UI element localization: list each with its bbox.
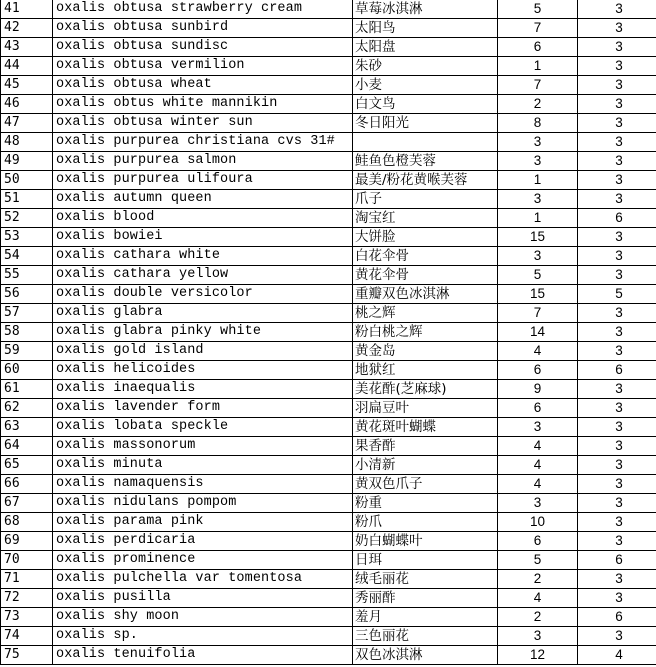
table-row	[1, 209, 656, 228]
quantity-cell[interactable]: 2	[498, 570, 578, 589]
latin-name-cell[interactable]: oxalis purpurea ulifoura	[53, 171, 353, 190]
table-row	[1, 494, 656, 513]
chinese-name-cell[interactable]: 重瓣双色冰淇淋	[353, 285, 498, 304]
table-row	[1, 228, 656, 247]
row-number-cell[interactable]: 63	[1, 418, 53, 437]
chinese-name-cell[interactable]: 地狱红	[353, 361, 498, 380]
latin-name-cell[interactable]: oxalis prominence	[53, 551, 353, 570]
table-row	[1, 456, 656, 475]
quantity-cell[interactable]: 3	[498, 133, 578, 152]
latin-name-cell[interactable]: oxalis nidulans pompom	[53, 494, 353, 513]
row-number-cell[interactable]: 59	[1, 342, 53, 361]
chinese-name-cell[interactable]: 太阳盘	[353, 38, 498, 57]
latin-name-cell[interactable]: oxalis parama pink	[53, 513, 353, 532]
latin-name-cell[interactable]: oxalis double versicolor	[53, 285, 353, 304]
table-row	[1, 418, 656, 437]
value-cell[interactable]: 3	[578, 247, 656, 266]
value-cell[interactable]: 3	[578, 38, 656, 57]
value-cell[interactable]: 3	[578, 627, 656, 646]
row-number-cell[interactable]: 52	[1, 209, 53, 228]
table-row	[1, 247, 656, 266]
chinese-name-cell[interactable]: 白文鸟	[353, 95, 498, 114]
row-number-cell[interactable]: 51	[1, 190, 53, 209]
table-row	[1, 342, 656, 361]
table-row	[1, 114, 656, 133]
table-row	[1, 190, 656, 209]
latin-name-cell[interactable]: oxalis cathara white	[53, 247, 353, 266]
chinese-name-cell[interactable]: 双色冰淇淋	[353, 646, 498, 665]
chinese-name-cell[interactable]: 黄花伞骨	[353, 266, 498, 285]
table-row	[1, 513, 656, 532]
latin-name-cell[interactable]: oxalis bowiei	[53, 228, 353, 247]
chinese-name-cell[interactable]: 黄花斑叶蝴蝶	[353, 418, 498, 437]
quantity-cell[interactable]: 5	[498, 551, 578, 570]
table-row	[1, 646, 656, 665]
value-cell[interactable]: 3	[578, 570, 656, 589]
quantity-cell[interactable]: 12	[498, 646, 578, 665]
row-number-cell[interactable]: 75	[1, 646, 53, 665]
value-cell[interactable]: 3	[578, 456, 656, 475]
row-number-cell[interactable]: 47	[1, 114, 53, 133]
value-cell[interactable]: 6	[578, 361, 656, 380]
quantity-cell[interactable]: 1	[498, 57, 578, 76]
latin-name-cell[interactable]: oxalis blood	[53, 209, 353, 228]
table-row	[1, 304, 656, 323]
latin-name-cell[interactable]: oxalis purpurea christiana cvs 31#	[53, 133, 353, 152]
chinese-name-cell[interactable]: 桃之辉	[353, 304, 498, 323]
row-number-cell[interactable]: 71	[1, 570, 53, 589]
quantity-cell[interactable]: 3	[498, 494, 578, 513]
latin-name-cell[interactable]: oxalis glabra	[53, 304, 353, 323]
table-row	[1, 76, 656, 95]
quantity-cell[interactable]: 3	[498, 627, 578, 646]
quantity-cell[interactable]: 14	[498, 323, 578, 342]
chinese-name-cell[interactable]: 白花伞骨	[353, 247, 498, 266]
chinese-name-cell[interactable]: 小麦	[353, 76, 498, 95]
latin-name-cell[interactable]: oxalis massonorum	[53, 437, 353, 456]
chinese-name-cell[interactable]: 果香酢	[353, 437, 498, 456]
table-row	[1, 38, 656, 57]
latin-name-cell[interactable]: oxalis perdicaria	[53, 532, 353, 551]
table-row	[1, 57, 656, 76]
value-cell[interactable]: 3	[578, 513, 656, 532]
quantity-cell[interactable]: 10	[498, 513, 578, 532]
table-row	[1, 570, 656, 589]
row-number-cell[interactable]: 73	[1, 608, 53, 627]
latin-name-cell[interactable]: oxalis inaequalis	[53, 380, 353, 399]
row-number-cell[interactable]: 68	[1, 513, 53, 532]
chinese-name-cell[interactable]: 最美/粉花黄喉芙蓉	[353, 171, 498, 190]
value-cell[interactable]: 3	[578, 399, 656, 418]
chinese-name-cell[interactable]: 粉爪	[353, 513, 498, 532]
table-row	[1, 437, 656, 456]
table-row	[1, 608, 656, 627]
value-cell[interactable]: 3	[578, 76, 656, 95]
quantity-cell[interactable]: 1	[498, 171, 578, 190]
latin-name-cell[interactable]: oxalis glabra pinky white	[53, 323, 353, 342]
chinese-name-cell[interactable]: 爪子	[353, 190, 498, 209]
chinese-name-cell[interactable]: 羞月	[353, 608, 498, 627]
value-cell[interactable]: 3	[578, 171, 656, 190]
row-number-cell[interactable]: 57	[1, 304, 53, 323]
latin-name-cell[interactable]: oxalis helicoides	[53, 361, 353, 380]
quantity-cell[interactable]: 2	[498, 608, 578, 627]
row-number-cell[interactable]: 60	[1, 361, 53, 380]
chinese-name-cell[interactable]	[353, 133, 498, 152]
latin-name-cell[interactable]: oxalis namaquensis	[53, 475, 353, 494]
value-cell[interactable]: 6	[578, 209, 656, 228]
table-row	[1, 532, 656, 551]
value-cell[interactable]: 6	[578, 608, 656, 627]
value-cell[interactable]: 3	[578, 152, 656, 171]
quantity-cell[interactable]: 7	[498, 76, 578, 95]
row-number-cell[interactable]: 54	[1, 247, 53, 266]
value-cell[interactable]: 3	[578, 494, 656, 513]
value-cell[interactable]: 5	[578, 285, 656, 304]
quantity-cell[interactable]: 15	[498, 285, 578, 304]
chinese-name-cell[interactable]: 太阳鸟	[353, 19, 498, 38]
value-cell[interactable]: 3	[578, 437, 656, 456]
latin-name-cell[interactable]: oxalis cathara yellow	[53, 266, 353, 285]
table-row	[1, 361, 656, 380]
row-number-cell[interactable]: 66	[1, 475, 53, 494]
table-row	[1, 399, 656, 418]
chinese-name-cell[interactable]: 秀丽酢	[353, 589, 498, 608]
row-number-cell[interactable]: 49	[1, 152, 53, 171]
quantity-cell[interactable]: 5	[498, 266, 578, 285]
chinese-name-cell[interactable]: 绒毛丽花	[353, 570, 498, 589]
row-number-cell[interactable]: 53	[1, 228, 53, 247]
quantity-cell[interactable]: 3	[498, 190, 578, 209]
row-number-cell[interactable]: 65	[1, 456, 53, 475]
table-row	[1, 266, 656, 285]
latin-name-cell[interactable]: oxalis minuta	[53, 456, 353, 475]
row-number-cell[interactable]: 74	[1, 627, 53, 646]
latin-name-cell[interactable]: oxalis purpurea salmon	[53, 152, 353, 171]
chinese-name-cell[interactable]: 日珥	[353, 551, 498, 570]
row-number-cell[interactable]: 64	[1, 437, 53, 456]
table-row	[1, 133, 656, 152]
row-number-cell[interactable]: 70	[1, 551, 53, 570]
chinese-name-cell[interactable]: 小清新	[353, 456, 498, 475]
latin-name-cell[interactable]: oxalis obtusa winter sun	[53, 114, 353, 133]
table-row	[1, 285, 656, 304]
quantity-cell[interactable]: 6	[498, 532, 578, 551]
table-row	[1, 152, 656, 171]
table-row	[1, 19, 656, 38]
table-row	[1, 95, 656, 114]
row-number-cell[interactable]: 55	[1, 266, 53, 285]
row-number-cell[interactable]: 42	[1, 19, 53, 38]
quantity-cell[interactable]: 7	[498, 19, 578, 38]
value-cell[interactable]: 3	[578, 228, 656, 247]
value-cell[interactable]: 3	[578, 532, 656, 551]
quantity-cell[interactable]: 4	[498, 589, 578, 608]
quantity-cell[interactable]: 15	[498, 228, 578, 247]
value-cell[interactable]: 3	[578, 342, 656, 361]
quantity-cell[interactable]: 9	[498, 380, 578, 399]
latin-name-cell[interactable]: oxalis gold island	[53, 342, 353, 361]
chinese-name-cell[interactable]: 奶白蝴蝶叶	[353, 532, 498, 551]
row-number-cell[interactable]: 48	[1, 133, 53, 152]
value-cell[interactable]: 3	[578, 133, 656, 152]
value-cell[interactable]: 3	[578, 266, 656, 285]
chinese-name-cell[interactable]: 冬日阳光	[353, 114, 498, 133]
row-number-cell[interactable]: 46	[1, 95, 53, 114]
value-cell[interactable]: 3	[578, 380, 656, 399]
value-cell[interactable]: 3	[578, 190, 656, 209]
quantity-cell[interactable]: 5	[498, 0, 578, 19]
row-number-cell[interactable]: 67	[1, 494, 53, 513]
latin-name-cell[interactable]: oxalis obtusa wheat	[53, 76, 353, 95]
quantity-cell[interactable]: 6	[498, 38, 578, 57]
latin-name-cell[interactable]: oxalis autumn queen	[53, 190, 353, 209]
value-cell[interactable]: 3	[578, 114, 656, 133]
value-cell[interactable]: 3	[578, 589, 656, 608]
row-number-cell[interactable]: 43	[1, 38, 53, 57]
row-number-cell[interactable]: 41	[1, 0, 53, 19]
quantity-cell[interactable]: 7	[498, 304, 578, 323]
value-cell[interactable]: 3	[578, 475, 656, 494]
latin-name-cell[interactable]: oxalis obtusa sunbird	[53, 19, 353, 38]
table-row	[1, 380, 656, 399]
quantity-cell[interactable]: 4	[498, 342, 578, 361]
row-number-cell[interactable]: 50	[1, 171, 53, 190]
chinese-name-cell[interactable]: 粉重	[353, 494, 498, 513]
latin-name-cell[interactable]: oxalis lobata speckle	[53, 418, 353, 437]
quantity-cell[interactable]: 8	[498, 114, 578, 133]
row-number-cell[interactable]: 61	[1, 380, 53, 399]
row-number-cell[interactable]: 56	[1, 285, 53, 304]
value-cell[interactable]: 3	[578, 0, 656, 19]
latin-name-cell[interactable]: oxalis obtusa vermilion	[53, 57, 353, 76]
latin-name-cell[interactable]: oxalis obtus white mannikin	[53, 95, 353, 114]
quantity-cell[interactable]: 2	[498, 95, 578, 114]
value-cell[interactable]: 3	[578, 323, 656, 342]
table-row	[1, 171, 656, 190]
chinese-name-cell[interactable]: 黄双色爪子	[353, 475, 498, 494]
latin-name-cell[interactable]: oxalis obtusa sundisc	[53, 38, 353, 57]
table-row	[1, 475, 656, 494]
quantity-cell[interactable]: 1	[498, 209, 578, 228]
quantity-cell[interactable]: 4	[498, 475, 578, 494]
latin-name-cell[interactable]: oxalis shy moon	[53, 608, 353, 627]
quantity-cell[interactable]: 6	[498, 361, 578, 380]
chinese-name-cell[interactable]: 黄金岛	[353, 342, 498, 361]
value-cell[interactable]: 6	[578, 551, 656, 570]
table-row	[1, 323, 656, 342]
table-body	[1, 0, 656, 665]
chinese-name-cell[interactable]: 粉白桃之辉	[353, 323, 498, 342]
row-number-cell[interactable]: 58	[1, 323, 53, 342]
chinese-name-cell[interactable]: 大饼脸	[353, 228, 498, 247]
chinese-name-cell[interactable]: 草莓冰淇淋	[353, 0, 498, 19]
quantity-cell[interactable]: 3	[498, 152, 578, 171]
chinese-name-cell[interactable]: 羽扁豆叶	[353, 399, 498, 418]
table-row	[1, 627, 656, 646]
quantity-cell[interactable]: 3	[498, 418, 578, 437]
latin-name-cell[interactable]: oxalis pulchella var tomentosa	[53, 570, 353, 589]
value-cell[interactable]: 4	[578, 646, 656, 665]
row-number-cell[interactable]: 69	[1, 532, 53, 551]
chinese-name-cell[interactable]: 朱砂	[353, 57, 498, 76]
chinese-name-cell[interactable]: 美花酢(芝麻球)	[353, 380, 498, 399]
row-number-cell[interactable]: 62	[1, 399, 53, 418]
table-row	[1, 551, 656, 570]
value-cell[interactable]: 3	[578, 57, 656, 76]
quantity-cell[interactable]: 4	[498, 437, 578, 456]
latin-name-cell[interactable]: oxalis lavender form	[53, 399, 353, 418]
value-cell[interactable]: 3	[578, 418, 656, 437]
latin-name-cell[interactable]: oxalis sp.	[53, 627, 353, 646]
quantity-cell[interactable]: 6	[498, 399, 578, 418]
value-cell[interactable]: 3	[578, 19, 656, 38]
quantity-cell[interactable]: 4	[498, 456, 578, 475]
value-cell[interactable]: 3	[578, 304, 656, 323]
table-row	[1, 0, 656, 19]
chinese-name-cell[interactable]: 淘宝红	[353, 209, 498, 228]
latin-name-cell[interactable]: oxalis obtusa strawberry cream	[53, 0, 353, 19]
quantity-cell[interactable]: 3	[498, 247, 578, 266]
row-number-cell[interactable]: 72	[1, 589, 53, 608]
row-number-cell[interactable]: 45	[1, 76, 53, 95]
row-number-cell[interactable]: 44	[1, 57, 53, 76]
latin-name-cell[interactable]: oxalis tenuifolia	[53, 646, 353, 665]
table-row	[1, 589, 656, 608]
value-cell[interactable]: 3	[578, 95, 656, 114]
chinese-name-cell[interactable]: 三色丽花	[353, 627, 498, 646]
latin-name-cell[interactable]: oxalis pusilla	[53, 589, 353, 608]
chinese-name-cell[interactable]: 鲑鱼色橙芙蓉	[353, 152, 498, 171]
